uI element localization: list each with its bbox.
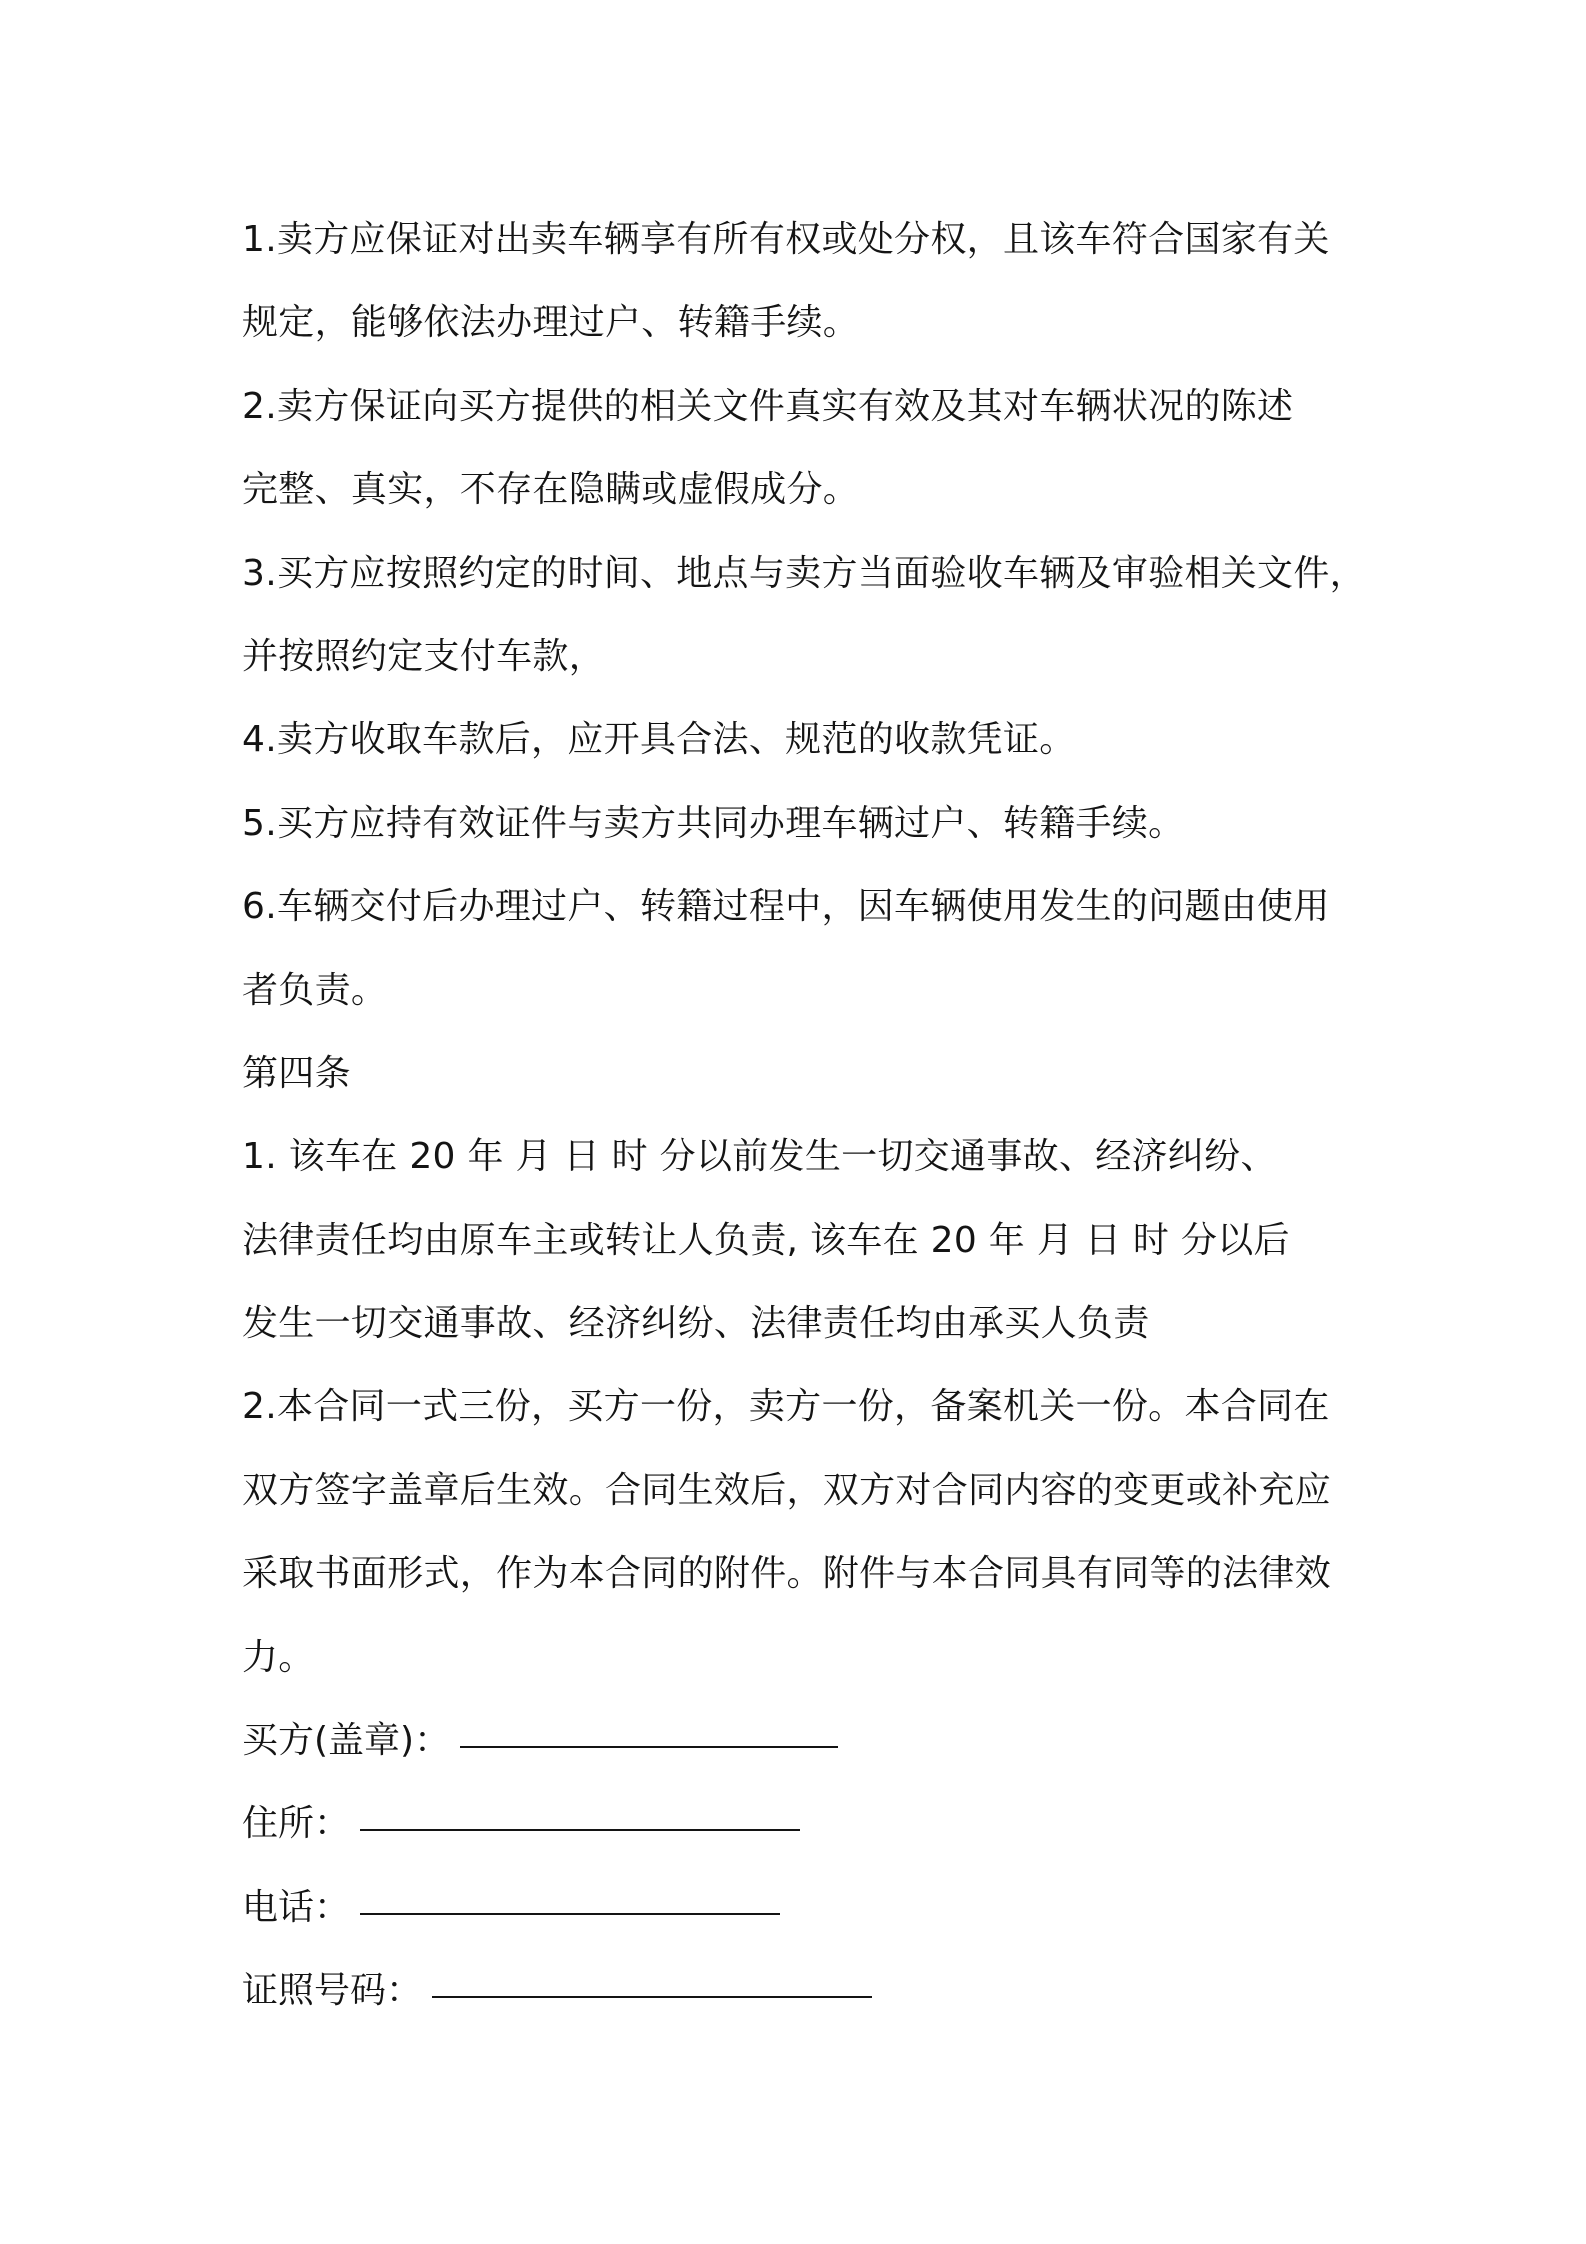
id-number-blank xyxy=(432,1996,872,1998)
phone-label: 电话： xyxy=(242,1886,351,1928)
text-line: 采取书面形式，作为本合同的附件。附件与本合同具有同等的法律效 xyxy=(242,1553,1332,1595)
text-line: 完整、真实，不存在隐瞒或虚假成分。 xyxy=(242,469,860,511)
text-line: 2.卖方保证向买方提供的相关文件真实有效及其对车辆状况的陈述 xyxy=(242,385,1294,427)
address-blank xyxy=(360,1829,800,1831)
buyer-signature-field xyxy=(242,1699,1362,1782)
text-line: 4.卖方收取车款后，应开具合法、规范的收款凭证。 xyxy=(242,719,1076,761)
text-line: 规定，能够依法办理过户、转籍手续。 xyxy=(242,302,860,344)
text-line: 1.卖方应保证对出卖车辆享有所有权或处分权，且该车符合国家有关 xyxy=(242,219,1330,260)
section-heading: 第四条 xyxy=(242,1052,351,1094)
document-body xyxy=(242,198,1366,2033)
phone-blank xyxy=(360,1913,780,1915)
text-line: 力。 xyxy=(242,1636,315,1678)
text-line: 并按照约定支付车款， xyxy=(242,635,606,677)
address-field xyxy=(242,1782,1362,1865)
text-line: 发生一切交通事故、经济纠纷、法律责任均由承买人负责 xyxy=(242,1303,1150,1345)
text-line: 法律责任均由原车主或转让人负责, 该车在 20 年 月 日 时 分以后 xyxy=(242,1219,1290,1261)
text-line: 3.买方应按照约定的时间、地点与卖方当面验收车辆及审验相关文件， xyxy=(242,552,1366,594)
text-line: 者负责。 xyxy=(242,969,388,1011)
buyer-signature-label: 买方(盖章)： xyxy=(242,1720,451,1762)
text-line: 1. 该车在 20 年 月 日 时 分以前发生一切交通事故、经济纠纷、 xyxy=(242,1136,1277,1178)
phone-field xyxy=(242,1866,1362,1949)
id-number-field xyxy=(242,1949,1362,2032)
buyer-signature-blank xyxy=(460,1746,838,1748)
text-line: 5.买方应持有效证件与卖方共同办理车辆过户、转籍手续。 xyxy=(242,802,1185,844)
text-line: 双方签字盖章后生效。合同生效后，双方对合同内容的变更或补充应 xyxy=(242,1469,1332,1511)
address-label: 住所： xyxy=(242,1803,351,1845)
id-number-label: 证照号码： xyxy=(242,1970,423,2012)
text-line: 2.本合同一式三份，买方一份，卖方一份，备案机关一份。本合同在 xyxy=(242,1386,1330,1428)
text-line: 6.车辆交付后办理过户、转籍过程中，因车辆使用发生的问题由使用 xyxy=(242,886,1330,928)
